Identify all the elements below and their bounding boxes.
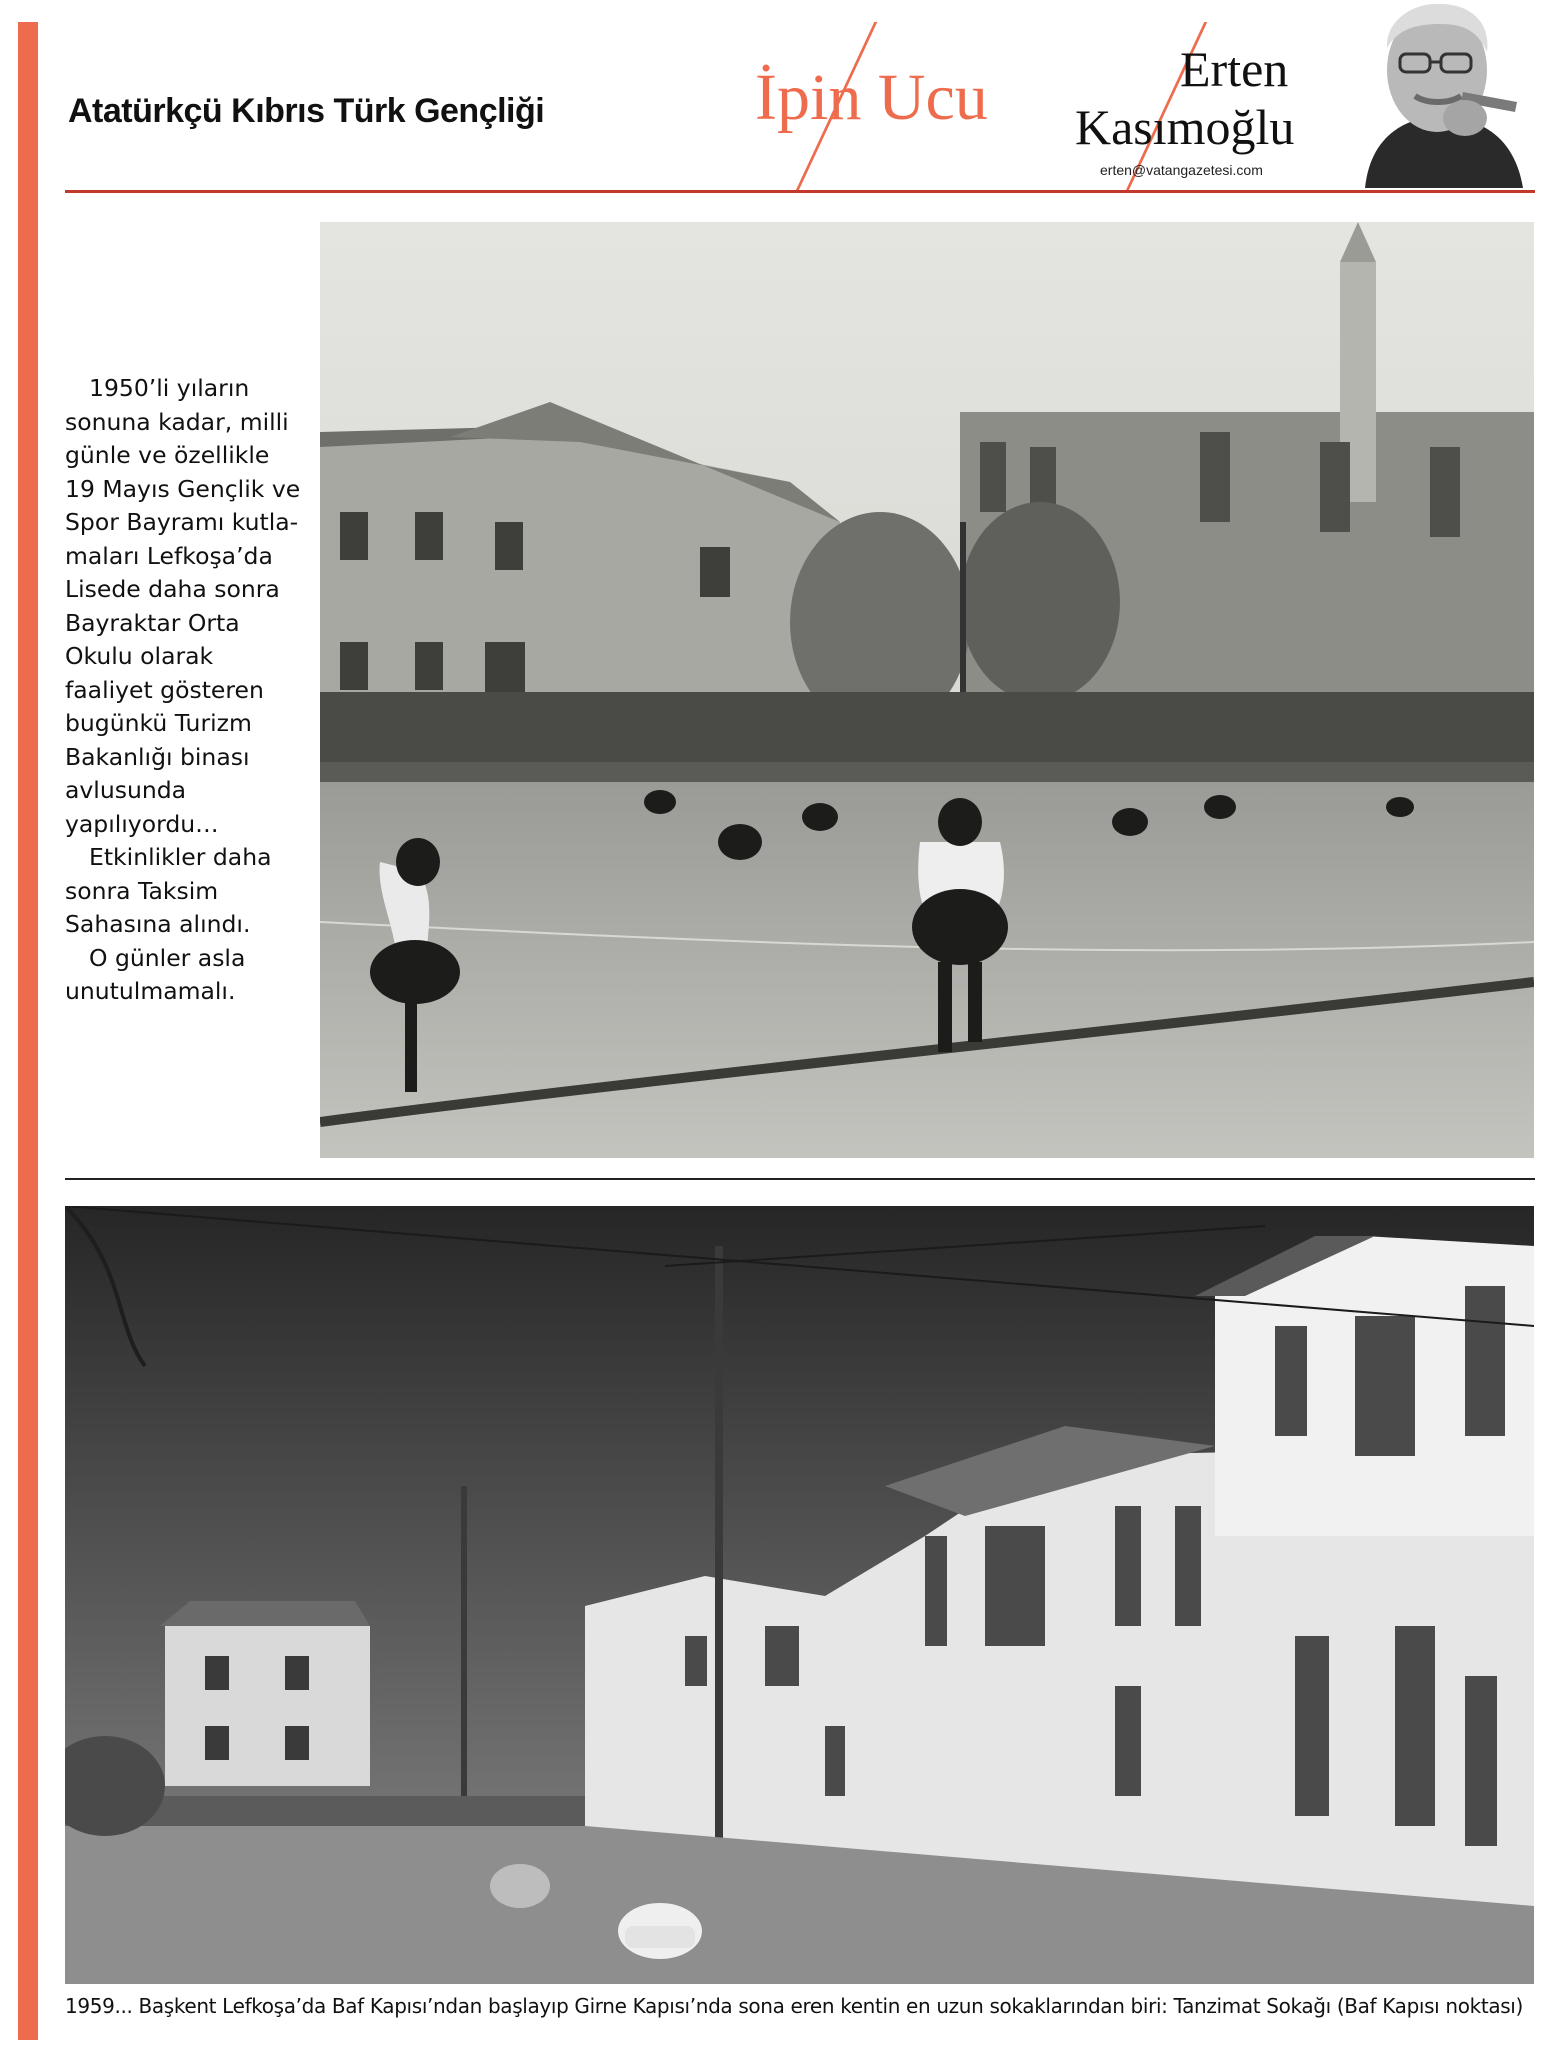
intro-paragraph: Etkinlikler daha sonra Taksim Sahasına alındı. xyxy=(65,843,272,938)
intro-paragraph: O günler asla unutulmamalı. xyxy=(65,943,246,1005)
author-email: erten@vatangazetesi.com xyxy=(1100,162,1263,178)
photo-divider xyxy=(65,1178,1535,1180)
author-first-name: Erten xyxy=(1180,41,1289,97)
intro-paragraph: 1950’li yıların sonuna kadar, milli günle ve özellikle 19 Mayıs Gençlik ve Spor Bayramı kutla-maları Lefkoşa’da Lisede daha sonra Bayraktar Orta Okulu olarak faaliyet gösteren bugünkü Turizm Bakanlığı binası avlusunda yapılıyordu… xyxy=(65,374,301,838)
intro-text xyxy=(65,372,305,1009)
author-last-name: Kasımoğlu xyxy=(1075,99,1295,155)
street-photo xyxy=(65,1206,1534,1984)
left-accent-bar xyxy=(18,22,38,2040)
header-rule xyxy=(65,190,1535,193)
photo-caption: 1959... Başkent Lefkoşa’da Baf Kapısı’ndan başlayıp Girne Kapısı’nda sona eren kentin en uzun sokaklarından biri: Tanzimat Sokağı (Baf Kapısı noktası) xyxy=(65,1994,1523,2018)
author-portrait xyxy=(1345,0,1535,188)
column-name: İpin Ucu xyxy=(755,61,988,134)
section-title: Atatürkçü Kıbrıs Türk Gençliği xyxy=(68,92,545,130)
gymnastics-photo xyxy=(320,222,1534,1158)
